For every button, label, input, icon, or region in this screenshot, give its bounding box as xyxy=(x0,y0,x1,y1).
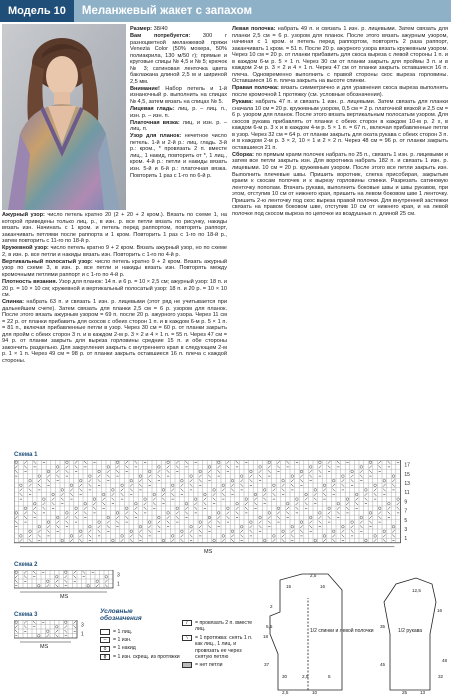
legend-item xyxy=(182,620,256,633)
instructions-column xyxy=(232,26,448,444)
row-number: 3 xyxy=(117,572,120,579)
row-number: 3 xyxy=(404,527,408,533)
k2tog-icon: / xyxy=(182,620,192,626)
dimension-label: 10 xyxy=(312,690,318,695)
skp-icon: \ xyxy=(182,635,192,641)
openwork-label: Ажурный узор: xyxy=(2,212,45,218)
dimension-label: 2,5 xyxy=(302,674,309,679)
materials-label: Вам потребуется: xyxy=(130,33,191,40)
purl-symbol-icon: – xyxy=(100,637,110,643)
ms-label: MS xyxy=(40,644,49,650)
legend-skp: = 1 протяжка: снять 1 п. как лиц., 1 лиц. и провязать ее через снятую петлю xyxy=(195,634,253,661)
right-front-label: Правая полочка: xyxy=(232,85,279,92)
legend-yo: = 1 накид xyxy=(113,645,136,652)
patterns-column xyxy=(2,212,227,444)
model-number: Модель 10 xyxy=(0,0,74,22)
dimension-label: 48 xyxy=(442,658,448,663)
sleeve-label: 1/2 рукава xyxy=(398,628,423,634)
scheme3-chart xyxy=(14,620,96,656)
assembly-label: Сборка: xyxy=(232,151,255,158)
legend-item xyxy=(100,628,178,636)
row-number: 3 xyxy=(81,622,84,629)
attention-text: Набор петель и 1-й изнаночный р. выполнить на спицах № 4,5, затем вязать на спицах № 5. xyxy=(130,85,227,106)
row-number: 9 xyxy=(404,499,408,506)
legend-knit: = 1 лиц. xyxy=(113,629,133,635)
dimension-label: 45 xyxy=(380,662,386,667)
dimension-label: 16 xyxy=(320,584,326,589)
stockinette-label: Лицевая гладь: xyxy=(130,106,175,113)
legend-item xyxy=(100,653,178,661)
sleeve-outline xyxy=(384,578,436,690)
assembly-text: по прямым краям полочек набрать по 25 п., связать 1 изн. р. лицевыми и затем все петли закрыть изн. Для воротника набрать 182 п. и связать 1 изн. р. лицевыми. 10 см = 20 р. кружевным узором. После этого все петли закрыть изн. Выполнить плечевые швы. Пришить воротник, слегка присобирая, закрытым краем к скосам полочек и к вырезу горловины спинки. Разрезать сатиновую ленточку пополам. Втачать рукава, выполнить боковые швы и швы рукавов, при этом, отступив 10 см от нижнего края, пришить на левом боковом шве 1 ленточку. Пришить 2-ю ленточку под скос выреза правой полочки. Для внутренней застежки связать на правом боковом шве, отступив 10 см от нижнего края, и на левой полочке под скосом выреза по цепочке из воздушных п. длиной 25 см. xyxy=(232,151,448,217)
openwork-text: число петель кратно 20 (2 + 20 + 2 кром.). Вязать по схеме 1, на которой приведены только лиц. р., в изн. р. все петли вязать по рисунку, накиды вязать изн. Начинать с 1 кром. и петель перед раппортом, повторять раппорт, заканчивать петлями после раппорта и 1 кром. Повторить 1 раз с 1-го по 18-й р., затем повторить с 11-го по 18-й р. xyxy=(2,212,227,245)
scheme1-label: Схема 1 xyxy=(14,452,38,458)
row-number: 5 xyxy=(404,517,408,524)
legend-item xyxy=(100,644,178,652)
sleeves-text: набрать 47 п. и связать 1 изн. р. лицевыми. Затем связать для планки сначала 10 см = 20 р. кружевным узором, 0,5 см = 2 р. платочной вязкой и 2,5 см = 6 р. узором для планок. После этого вязать вертикальным полосатым узором. Для скосов рукава прибавлять от планки с обеих сторон в каждом 10-м р. 2 х, в каждом 6-м р. 3 х и в каждом 4-м р. 5 × 1 п. = 67 п., включая прибавленные петли в узор. Через 32 см = 64 р. от планки закрыть для оката рукава с обеих сторон 3 п. и в каждом 2-м р. 3 × 2, 10 × 1 и 2 × 2 п. Через 48 см = 96 р. от планки закрыть оставшиеся 21 п. xyxy=(232,99,448,151)
page-title: Меланжевый жакет с запахом xyxy=(81,5,252,17)
attention-label: Внимание! xyxy=(130,85,160,92)
model-photo xyxy=(2,24,126,210)
gauge-text: Узор для планок: 14 п. и 6 р. = 10 × 2,5 см; ажурный узор: 18 п. и 20 р. = 10 × 10 см; кружевной и вертикальный полосатый узор: 18 п. и 20 р. = 10 × 10 см. xyxy=(2,278,227,299)
row-number: 1 xyxy=(117,581,120,588)
dimension-label: 18 xyxy=(263,634,269,639)
garment-schematic xyxy=(262,572,448,698)
knit-symbol-icon xyxy=(100,629,110,635)
dimension-label: 25 xyxy=(402,690,408,695)
legend-no-stitch: = нет петли xyxy=(195,662,223,669)
materials-text: 300 г разноцветной меланжевой пряжи Venezia Color (50% мохера, 50% полиакрила, 130 м/50 г); прямые и круговые спицы № 4,5 и № 5; крючок № 3; сатиновая ленточка цвета баклажана длиной 2,5 м и шириной 2,5 мм. xyxy=(130,33,227,85)
row-number: 11 xyxy=(404,490,410,497)
lace-text: число петель кратно 9 + 2 кром. Вязать ажурный узор, но по схеме 2, в изн. р. все петли и накиды вязать изн. Повторить с 1-го по 4-й р. xyxy=(2,245,227,258)
back-text: набрать 63 п. и связать 1 изн. р. лицевыми (этот ряд не учитывается при дальнейшем счете). Затем связать для планки 2,5 см = 6 р. узором для планок. После этого вязать ажурным узором = 69 п. после 20 р. ажурного узора. Через 11 см = 22 р. от планки прибавить для скосов с обеих сторон 1 п. и в каждом 6-м р. 5 × 1 п. = 81 п., включая прибавленные петли в узор. Через 30 см = 60 р. от планки закрыть для пройм с обеих сторон 3 п. и в каждом 2-м р. 3 × 2 и 4 × 1 п. = 55 п. Через 47 см = 94 р. от планки закрыть для выреза горловины средние 15 п. и обе стороны закончить раздельно. Для закругления закрыть с внутреннего края в следующем 2-м р. 1 × 1 п. Через 49 см = 98 р. от планки закрыть оставшиеся 16 п. плеча с каждой стороны. xyxy=(2,299,227,365)
scheme2-label: Схема 2 xyxy=(14,562,38,568)
dimension-label: 16 xyxy=(437,608,443,613)
model-photo-image xyxy=(2,24,126,210)
legend-k2tog: = провязать 2 п. вместе лиц. xyxy=(195,620,253,633)
vertical-text: число петель кратно 9 + 2 кром. Вязать ажурный узор по схеме 3, в изн. р. все петли и накиды вязать изн. Повторять между кромочными петлями раппорт и с 1-го по 4-й р. xyxy=(2,258,227,278)
dimension-label: 2 xyxy=(270,604,273,609)
right-front-text: вязать симметрично и для уравнения скоса выреза выполнять после кромочной 1 протяжку (см. условные обозначения). xyxy=(232,85,448,98)
left-front-text: набрать 49 п. и связать 1 изн. р. лицевыми. Затем связать для планки 2,5 см = 6 р. узором для планок. После этого вязать ажурным узором, начиная с 1 кром. и петель перед раппортом, повторять 2 раза раппорт, заканчивать 1 кром. = 51 п. После 20 р. ажурного узора вязать кружевным узором. Через 10 см = 20 р. от планки прибавить для скоса выреза с левой стороны 1 п. и в каждом 6-м р. 5 × 1 п. Через 30 см от планки закрыть для проймы 3 п. и в каждом 2-м р. 3 × 2 и 4 × 1 п. Через 47 см от планки закрыть оставшиеся 16 п. плеча. Одновременно выполнить с правой стороны скос выреза горловины. Оставшиеся 16 п. плеча закрыть на высоте спинки. xyxy=(232,26,448,85)
back-label: Спинка: xyxy=(2,299,25,306)
left-front-label: Левая полочка: xyxy=(232,26,276,32)
ms-label: MS xyxy=(204,548,213,555)
legend-item xyxy=(100,636,178,644)
dimension-label: 12,5 xyxy=(412,588,421,593)
row-number: 13 xyxy=(404,481,410,487)
garter-label: Платочная вязка: xyxy=(130,119,180,126)
legend-left xyxy=(100,628,178,661)
no-stitch-icon xyxy=(182,662,192,668)
left-panel-label: 1/2 спинки и левой полочки xyxy=(310,628,374,634)
stockinette-text: лиц. р. – лиц. п., изн. р. – изн. п. xyxy=(130,106,227,119)
size-value: 38/40 xyxy=(153,26,168,32)
vertical-label: Вертикальный полосатый узор: xyxy=(2,258,93,265)
pattern-text: нечетное число петель. 1-й и 2-й р.: лиц. гладь. 3-й р.: кром., * провязать 2 п. вместе лиц., 1 накид, повторить от *, 1 лиц., кром. 4-й р.: петли и накиды вязать изн. 5-й и 6-й р.: платочная вязка. Повторить 1 раз с 1-го по 6-й р. xyxy=(130,133,227,179)
dimension-label: 2,5 xyxy=(282,690,289,695)
sleeves-label: Рукава: xyxy=(232,99,254,106)
row-number: 17 xyxy=(404,462,410,469)
pattern-label: Узор для планок: xyxy=(130,133,182,140)
size-label: Размер: xyxy=(130,26,153,32)
dimension-label: 13 xyxy=(420,690,426,695)
twisted-purl-icon: ɸ xyxy=(100,654,110,660)
dimension-label: 30 xyxy=(282,674,288,679)
dimension-label: 5,5 xyxy=(266,624,273,629)
yarn-over-icon: o xyxy=(100,646,110,652)
intro-column xyxy=(130,26,227,204)
legend-title: Условные обозначения xyxy=(100,608,142,622)
gauge-label: Плотность вязания. xyxy=(2,278,58,285)
dimension-label: 35 xyxy=(380,624,386,629)
legend-item xyxy=(182,662,256,668)
page-header xyxy=(0,0,451,22)
row-number: 1 xyxy=(404,536,408,543)
legend-twisted: = 1 изн. скрещ. из протяжки xyxy=(113,653,180,660)
dimension-label: 15 xyxy=(286,584,292,589)
ms-label: MS xyxy=(60,594,69,600)
row-number: 15 xyxy=(404,471,410,478)
lace-label: Кружевной узор: xyxy=(2,245,49,252)
row-number: 7 xyxy=(404,508,408,515)
legend-right xyxy=(182,620,256,669)
dimension-label: 32 xyxy=(438,674,444,679)
scheme1-chart xyxy=(14,460,448,558)
legend-item xyxy=(182,635,256,661)
dimension-label: 5 xyxy=(328,674,331,679)
scheme2-chart xyxy=(14,570,130,606)
row-number: 1 xyxy=(81,631,84,638)
dimension-label: 37 xyxy=(264,662,270,667)
legend-purl: = 1 изн. xyxy=(113,637,132,644)
scheme3-label: Схема 3 xyxy=(14,612,38,618)
garter-text: лиц. и изн. р. – лиц. п. xyxy=(130,119,227,133)
dimension-label: 2,5 xyxy=(310,573,317,578)
